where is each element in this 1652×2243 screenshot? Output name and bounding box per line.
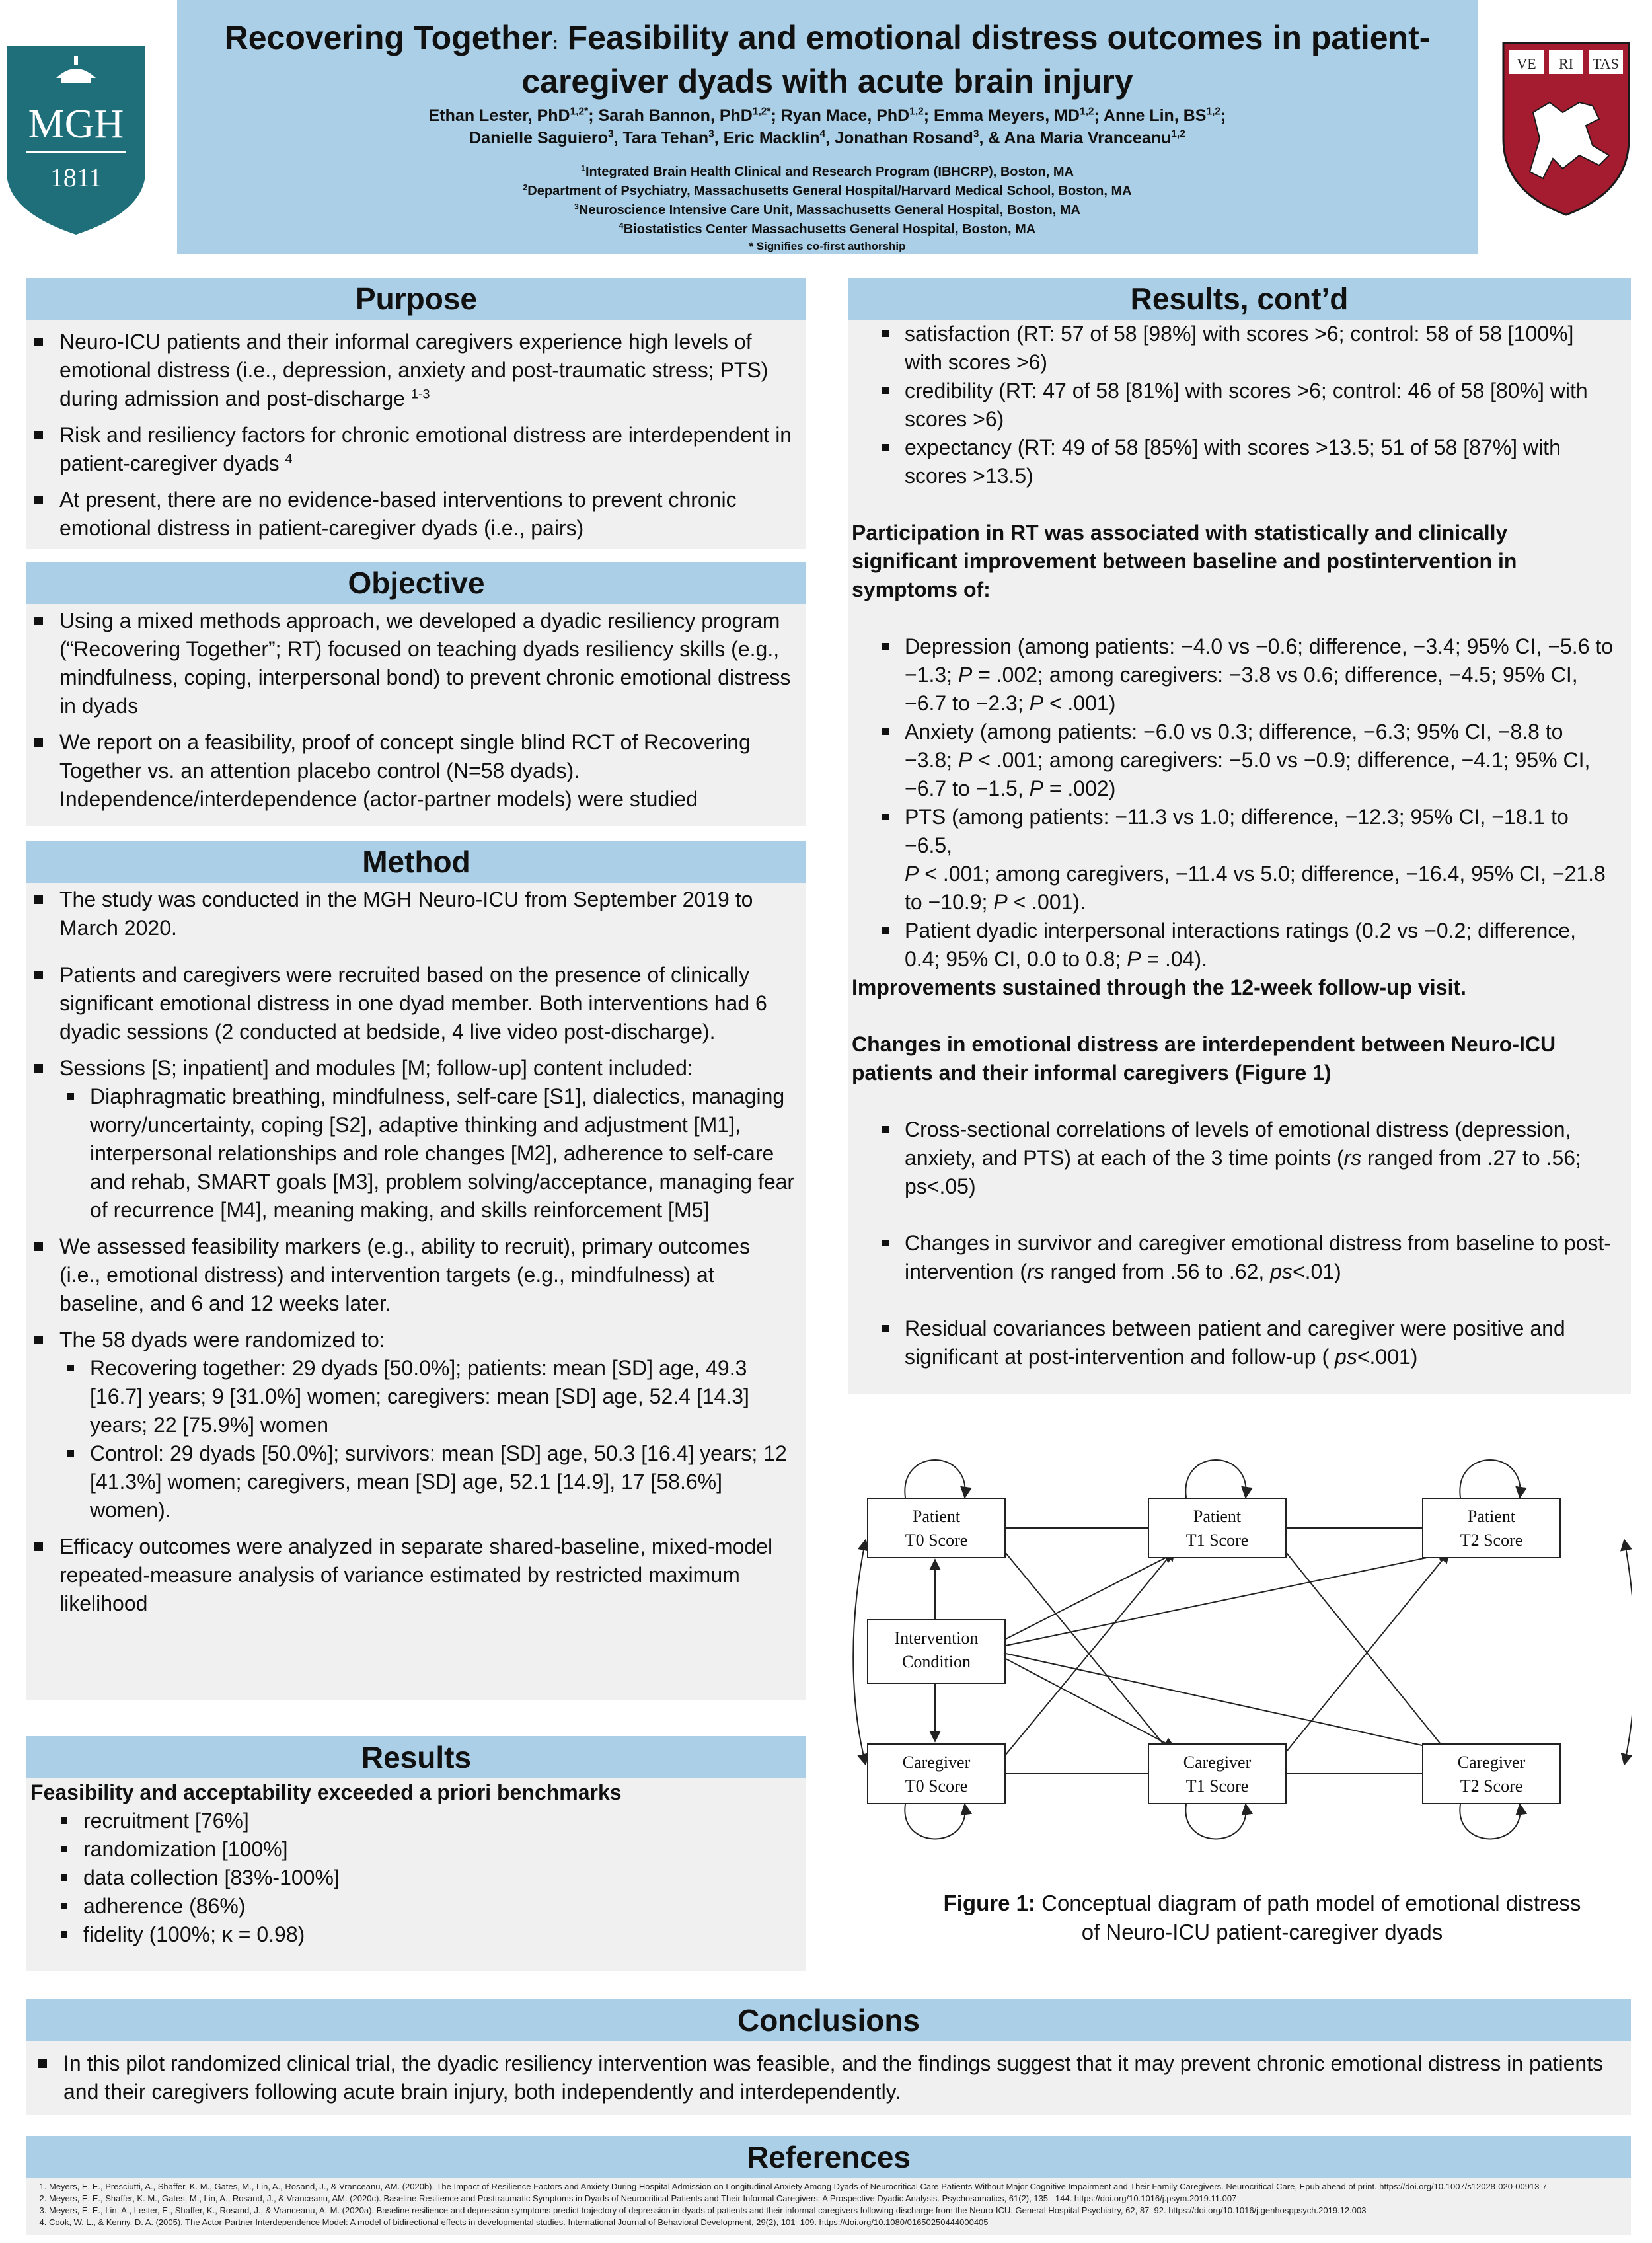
method-subbullet: Control: 29 dyads [50.0%]; survivors: mean [SD] age, 50.3 [16.4] years; 12 [41.3%] women; caregivers, mean [SD] age, 52.1 [14.9], 17 [58.6%] women). bbox=[59, 1439, 797, 1525]
caregiver-t2-residual-arrow bbox=[1460, 1804, 1520, 1839]
node-line: T2 Score bbox=[1460, 1776, 1523, 1796]
affiliation-text: Department of Psychiatry, Massachusetts General Hospital/Harvard Medical School, Boston, MA bbox=[527, 184, 1132, 198]
results-item: data collection [83%-100%] bbox=[53, 1864, 806, 1892]
results-list bbox=[53, 1807, 806, 1949]
bullet-text: Risk and resiliency factors for chronic emotional distress are interdependent in patient-caregiver dyads bbox=[59, 423, 792, 475]
ps-symbol: ps bbox=[1270, 1260, 1293, 1283]
p-symbol: P bbox=[957, 663, 973, 687]
text-segment: <.01) bbox=[1292, 1260, 1341, 1283]
rs-symbol: rs bbox=[1026, 1260, 1045, 1283]
method-bullet bbox=[26, 1326, 797, 1525]
affiliation-sup: 3 bbox=[574, 202, 579, 211]
author-name: ; Anne Lin, BS bbox=[1094, 106, 1207, 125]
bullet-text: At present, there are no evidence-based interventions to prevent chronic emotional distress in patient-caregiver dyads (i.e., pairs) bbox=[59, 488, 737, 540]
method-subbullet: Diaphragmatic breathing, mindfulness, self-care [S1], dialectics, managing worry/uncertainty, coping [S2], adaptive thinking and adjustment [M1], interpersonal relationships and role changes [M2], adherence to self-care and rehab, SMART goals [M3], problem solving/acceptance, managing fear of recurrence [M4], meaning making, and skills reinforcement [M5] bbox=[59, 1083, 797, 1225]
participation-heading: Participation in RT was associated with statistically and clinically significant improvement between baseline and postintervention in symptoms of: bbox=[852, 521, 1517, 601]
affiliation-sup: 1 bbox=[581, 163, 585, 173]
author-list bbox=[177, 104, 1478, 149]
bullet-text: Sessions [S; inpatient] and modules [M; follow-up] content included: bbox=[59, 1056, 693, 1080]
harvard-tas-text: TAS bbox=[1593, 56, 1619, 72]
depression-item bbox=[874, 632, 1614, 718]
author-sup: 1,2 bbox=[909, 106, 924, 118]
cross-sectional-item bbox=[874, 1116, 1614, 1201]
caption-text: Conceptual diagram of path model of emotional distress of Neuro-ICU patient-caregiver dyads bbox=[1035, 1891, 1581, 1944]
poster-title bbox=[204, 19, 1451, 100]
author-sup: 3 bbox=[973, 128, 979, 140]
references-list bbox=[26, 2181, 1624, 2228]
bullet-text: Neuro-ICU patients and their informal caregivers experience high levels of emotional distress (i.e., depression, anxiety and post-traumatic stress; PTS) during admission and post-discharge bbox=[59, 330, 769, 410]
benchmark-item: expectancy (RT: 49 of 58 [85%] with scores >13.5; 51 of 58 [87%] with scores >13.5) bbox=[874, 434, 1614, 490]
text-segment: = .002; among caregivers: −3.8 vs 0.6; difference, −4.5; 95% CI, −6.7 to −2.3; bbox=[905, 663, 1578, 715]
node-line: T0 Score bbox=[905, 1531, 968, 1550]
caregiver-t1-node bbox=[1148, 1743, 1287, 1804]
mgh-logo-year: 1811 bbox=[50, 163, 102, 192]
node-line: Caregiver bbox=[1183, 1753, 1252, 1772]
text-segment: Cross-sectional correlations of levels of emotional distress (depression, anxiety, and PTS) at each of the 3 time points ( bbox=[905, 1118, 1571, 1170]
change-correlation-item bbox=[874, 1229, 1614, 1286]
int-to-cg2-arrow bbox=[1006, 1654, 1449, 1751]
node-line: Condition bbox=[901, 1652, 971, 1671]
author-line-1 bbox=[177, 104, 1478, 127]
method-bullet: We assessed feasibility markers (e.g., ability to recruit), primary outcomes (i.e., emotional distress) and intervention targets (e.g., mindfulness) at baseline, and 6 and 12 weeks later. bbox=[26, 1233, 797, 1318]
results-subheading: Feasibility and acceptability exceeded a priori benchmarks bbox=[30, 1780, 622, 1804]
text-segment: <.001) bbox=[1357, 1345, 1418, 1369]
method-bullet: The study was conducted in the MGH Neuro-ICU from September 2019 to March 2020. bbox=[26, 886, 797, 942]
title-part1: Recovering Together bbox=[224, 19, 552, 56]
author-sup: 1,2 bbox=[1079, 106, 1094, 118]
node-line: Patient bbox=[1467, 1507, 1516, 1526]
figure-caption bbox=[932, 1889, 1593, 1947]
interdependence-list bbox=[874, 1116, 1614, 1201]
conclusion-bullet: In this pilot randomized clinical trial, the dyadic resiliency intervention was feasible, and the findings suggest that it may prevent chronic emotional distress in patients and their caregivers following acute brain injury, both independently and interdependently. bbox=[30, 2049, 1611, 2106]
node-line: T2 Score bbox=[1460, 1531, 1523, 1550]
results-item: adherence (86%) bbox=[53, 1892, 806, 1920]
patient-t1-node bbox=[1148, 1498, 1287, 1558]
purpose-bullet bbox=[26, 421, 793, 478]
patient-t1-residual-arrow bbox=[1185, 1460, 1246, 1498]
affiliation-3 bbox=[177, 201, 1478, 220]
author-name: , Tara Tehan bbox=[613, 129, 709, 147]
sustained-statement: Improvements sustained through the 12-week follow-up visit. bbox=[852, 975, 1466, 999]
benchmark-item: satisfaction (RT: 57 of 58 [98%] with scores >6; control: 58 of 58 [100%] with scores >6) bbox=[874, 320, 1614, 377]
text-segment: Depression (among patients: −4.0 vs −0.6; difference, −3.4; 95% CI, −5.6 to −1.3; bbox=[905, 634, 1614, 687]
author-name: ; bbox=[1220, 106, 1226, 125]
reference-item: 1. Meyers, E. E., Presciutti, A., Shaffer, K. M., Gates, M., Lin, A., Rosand, J., & Vranceanu, AM. (2020b). The Impact of Resilience Factors and Anxiety During Hospital Admission on Longitudinal Anxiety Among Dyads of Neurocritical Care Patients Without Major Cognitive Impairment and Their Family Caregivers. Neurocritical Care, Epub ahead of print. https://doi.org/10.1007/s12028-020-00913-7 bbox=[49, 2181, 1624, 2193]
node-line: Caregiver bbox=[1457, 1753, 1526, 1772]
reference-item: 4. Cook, W. L., & Kenny, D. A. (2005). The Actor-Partner Interdependence Model: A model of bidirectional effects in developmental studies. International Journal of Behavioral Development, 29(2), 101–109. https://doi.org/10.1080/01650250444000405 bbox=[49, 2217, 1624, 2228]
p-symbol: P bbox=[905, 862, 919, 886]
text-segment: ranged from .56 to .62, bbox=[1044, 1260, 1271, 1283]
bullet-sup: 1-3 bbox=[410, 387, 430, 402]
conclusions-heading: Conclusions bbox=[26, 1999, 1631, 2041]
node-line: Patient bbox=[912, 1507, 961, 1526]
cofirst-note: * Signifies co-first authorship bbox=[749, 240, 906, 252]
author-name: , Eric Macklin bbox=[714, 129, 820, 147]
caregiver-t0-residual-arrow bbox=[905, 1804, 965, 1839]
objective-list bbox=[26, 607, 793, 814]
purpose-bullet bbox=[26, 486, 793, 543]
author-sup: 1,2 bbox=[1171, 128, 1185, 140]
affiliation-sup: 2 bbox=[523, 182, 528, 192]
affiliation-text: Integrated Brain Health Clinical and Research Program (IBHCRP), Boston, MA bbox=[585, 165, 1074, 179]
harvard-ri-text: RI bbox=[1559, 56, 1573, 72]
intervention-condition-node bbox=[867, 1619, 1006, 1684]
method-heading: Method bbox=[26, 841, 806, 883]
reference-item: 3. Meyers, E. E., Lin, A., Lester, E., Shaffer, K., Rosand, J., & Vranceanu, A.-M. (2020a). Baseline resilience and depression symptoms predict trajectory of depression in dyads of patients and their informal caregivers following discharge from the Neuro-ICU. General Hospital Psychiatry, 62, 87–92. https://doi.org/10.1016/j.genhosppsych.2019.12.003 bbox=[49, 2205, 1624, 2217]
title-colon: : bbox=[552, 33, 558, 53]
results-cont-panel bbox=[848, 278, 1631, 1394]
bullet-sup: 4 bbox=[285, 451, 293, 467]
mgh-divider bbox=[26, 151, 126, 153]
author-sup: 1,2 bbox=[1206, 106, 1221, 118]
mgh-spire-icon bbox=[74, 56, 78, 65]
purpose-bullet bbox=[26, 328, 793, 413]
interdependence-list bbox=[874, 1314, 1614, 1371]
affiliation-text: Biostatistics Center Massachusetts General Hospital, Boston, MA bbox=[623, 222, 1036, 237]
method-panel bbox=[26, 841, 806, 1700]
patient-t0-residual-arrow bbox=[905, 1460, 965, 1498]
conclusions-panel bbox=[26, 1999, 1631, 2115]
text-segment: Anxiety (among patients: −6.0 vs 0.3; difference, −6.3; 95% CI, −8.8 to −3.8; bbox=[905, 720, 1563, 772]
method-sublist bbox=[59, 1083, 797, 1225]
results-item: randomization [100%] bbox=[53, 1835, 806, 1864]
rs-symbol: rs bbox=[1343, 1146, 1362, 1170]
pt0-to-cg1-arrow bbox=[1006, 1553, 1175, 1758]
mgh-logo-text: MGH bbox=[28, 102, 124, 147]
results-item: fidelity (100%; κ = 0.98) bbox=[53, 1920, 806, 1949]
node-line: T0 Score bbox=[905, 1776, 968, 1796]
anxiety-item bbox=[874, 718, 1614, 803]
dyadic-interaction-item bbox=[874, 917, 1614, 973]
text-segment: < .001; among caregivers: −5.0 vs −0.9; difference, −4.1; 95% CI, −6.7 to −1.5, bbox=[905, 748, 1591, 800]
text-segment: < .001). bbox=[1007, 890, 1086, 914]
benchmark-item: credibility (RT: 47 of 58 [81%] with scores >6; control: 46 of 58 [80%] with scores >6) bbox=[874, 377, 1614, 434]
references-heading: References bbox=[26, 2136, 1631, 2178]
symptom-list bbox=[874, 632, 1614, 973]
author-line-2 bbox=[177, 127, 1478, 149]
results-heading: Results bbox=[26, 1736, 806, 1778]
text-segment: Patient dyadic interpersonal interactions ratings (0.2 vs −0.2; difference, 0.4; 95% CI, 0.0 to 0.8; bbox=[905, 919, 1576, 971]
pt1-to-cg2-arrow bbox=[1287, 1553, 1449, 1755]
author-sup: 4 bbox=[819, 128, 826, 140]
patient-t2-residual-arrow bbox=[1460, 1460, 1520, 1498]
text-segment: < .001; among caregivers, −11.4 vs 5.0; difference, −16.4, 95% CI, −21.8 to −10.9; bbox=[905, 862, 1606, 914]
caregiver-t0-node bbox=[867, 1743, 1006, 1804]
author-name: ; Ryan Mace, PhD bbox=[770, 106, 910, 125]
author-sup: 1,2* bbox=[570, 106, 589, 118]
changes-heading: Changes in emotional distress are interdependent between Neuro-ICU patients and their informal caregivers (Figure 1) bbox=[852, 1032, 1556, 1084]
node-line: Patient bbox=[1193, 1507, 1242, 1526]
caregiver-t1-residual-arrow bbox=[1185, 1804, 1246, 1839]
author-name: , & Ana Maria Vranceanu bbox=[979, 129, 1172, 147]
text-segment: Changes in survivor and caregiver emotional distress from baseline to post-intervention ( bbox=[905, 1231, 1611, 1283]
t0-covariance-arrow bbox=[853, 1540, 866, 1765]
node-line: T1 Score bbox=[1185, 1531, 1249, 1550]
patient-t2-node bbox=[1422, 1498, 1561, 1558]
pts-item bbox=[874, 803, 1614, 917]
text-segment: = .04). bbox=[1141, 947, 1208, 971]
results-cont-body bbox=[848, 320, 1631, 1371]
references-panel bbox=[26, 2136, 1631, 2235]
author-sup: 1,2* bbox=[752, 106, 771, 118]
method-subbullet: Recovering together: 29 dyads [50.0%]; patients: mean [SD] age, 49.3 [16.7] years; 9 [31.0%] women; caregivers: mean [SD] age, 52.4 [14.3] years; 22 [75.9%] women bbox=[59, 1354, 797, 1439]
author-name: Danielle Saguiero bbox=[469, 129, 608, 147]
reference-item: 2. Meyers, E. E., Shaffer, K. M., Gates, M., Lin, A., Rosand, J., & Vranceanu, AM. (2020c). Baseline Resilience and Posttraumatic Symptoms in Dyads of Neurocritical Patients and Their Informal Caregivers: A Prospective Dyadic Analysis. Psychosomatics, 61(2), 135– 144. https://doi.org/10.1016/j.psym.2019.11.007 bbox=[49, 2193, 1624, 2205]
purpose-list bbox=[26, 328, 793, 543]
p-symbol: P bbox=[1029, 777, 1043, 800]
author-name: Ethan Lester, PhD bbox=[428, 106, 570, 125]
affiliation-4 bbox=[177, 220, 1478, 239]
text-segment: ranged from .27 to .56; ps<.05) bbox=[905, 1146, 1581, 1198]
text-segment: PTS (among patients: −11.3 vs 1.0; difference, −12.3; 95% CI, −18.1 to −6.5, bbox=[905, 805, 1569, 857]
affiliation-sup: 4 bbox=[619, 221, 624, 231]
objective-panel bbox=[26, 562, 806, 826]
title-part2: Feasibility and emotional distress outcomes in patient-caregiver dyads with acute brain injury bbox=[521, 19, 1431, 100]
author-name: , Jonathan Rosand bbox=[825, 129, 973, 147]
node-line: Intervention bbox=[894, 1628, 979, 1648]
text-segment: Residual covariances between patient and caregiver were positive and significant at post-intervention and follow-up ( bbox=[905, 1316, 1565, 1369]
p-symbol: P bbox=[1127, 947, 1141, 971]
p-symbol: P bbox=[1029, 691, 1043, 715]
affiliation-2 bbox=[177, 182, 1478, 201]
author-sup: 3 bbox=[708, 128, 714, 140]
node-line: Caregiver bbox=[902, 1753, 971, 1772]
results-cont-heading: Results, cont’d bbox=[848, 278, 1631, 320]
p-symbol: P bbox=[957, 748, 973, 772]
results-panel bbox=[26, 1736, 806, 1971]
affiliations bbox=[177, 163, 1478, 239]
caption-label: Figure 1: bbox=[943, 1891, 1035, 1915]
patient-t0-node bbox=[867, 1498, 1006, 1558]
mgh-logo bbox=[0, 40, 152, 238]
text-segment: = .002) bbox=[1043, 777, 1116, 800]
t2-covariance-arrow bbox=[1624, 1540, 1632, 1765]
harvard-ve-text: VE bbox=[1517, 56, 1536, 72]
method-bullet: Patients and caregivers were recruited based on the presence of clinically significant emotional distress in one dyad member. Both interventions had 6 dyadic sessions (2 conducted at bedside, 4 live video post-discharge). bbox=[26, 961, 797, 1046]
affiliation-text: Neuroscience Intensive Care Unit, Massachusetts General Hospital, Boston, MA bbox=[578, 203, 1080, 217]
purpose-heading: Purpose bbox=[26, 278, 806, 320]
method-bullet: Efficacy outcomes were analyzed in separate shared-baseline, mixed-model repeated-measure analysis of variance estimated by restricted maximum likelihood bbox=[26, 1533, 797, 1618]
conclusions-list bbox=[30, 2049, 1611, 2106]
author-name: ; Emma Meyers, MD bbox=[923, 106, 1080, 125]
purpose-panel bbox=[26, 278, 806, 549]
results-item: recruitment [76%] bbox=[53, 1807, 806, 1835]
residual-covariance-item bbox=[874, 1314, 1614, 1371]
p-symbol: P bbox=[993, 890, 1008, 914]
objective-heading: Objective bbox=[26, 562, 806, 604]
int-to-pt2-arrow bbox=[1006, 1553, 1449, 1646]
method-list bbox=[26, 886, 797, 1618]
path-model-figure bbox=[852, 1421, 1632, 1944]
bullet-text: The 58 dyads were randomized to: bbox=[59, 1328, 385, 1351]
cg0-to-pt1-arrow bbox=[1006, 1550, 1175, 1755]
author-sup: 3 bbox=[607, 128, 614, 140]
method-sublist bbox=[59, 1354, 797, 1525]
affiliation-1 bbox=[177, 163, 1478, 182]
poster-header bbox=[177, 0, 1478, 254]
interdependence-list bbox=[874, 1229, 1614, 1286]
harvard-shield-logo bbox=[1500, 40, 1632, 218]
ps-symbol: ps bbox=[1335, 1345, 1357, 1369]
benchmark-list bbox=[874, 320, 1614, 490]
node-line: T1 Score bbox=[1185, 1776, 1249, 1796]
author-name: ; Sarah Bannon, PhD bbox=[588, 106, 753, 125]
int-to-pt1-arrow bbox=[1006, 1553, 1175, 1639]
objective-bullet: Using a mixed methods approach, we developed a dyadic resiliency program (“Recovering Together”; RT) focused on teaching dyads resiliency skills (e.g., mindfulness, coping, interpersonal bond) to prevent chronic emotional distress in dyads bbox=[26, 607, 793, 720]
caregiver-t2-node bbox=[1422, 1743, 1561, 1804]
objective-bullet: We report on a feasibility, proof of concept single blind RCT of Recovering Together vs. an attention placebo control (N=58 dyads). Independence/interdependence (actor-partner models) were studied bbox=[26, 728, 793, 814]
method-bullet bbox=[26, 1054, 797, 1225]
text-segment: < .001) bbox=[1043, 691, 1116, 715]
